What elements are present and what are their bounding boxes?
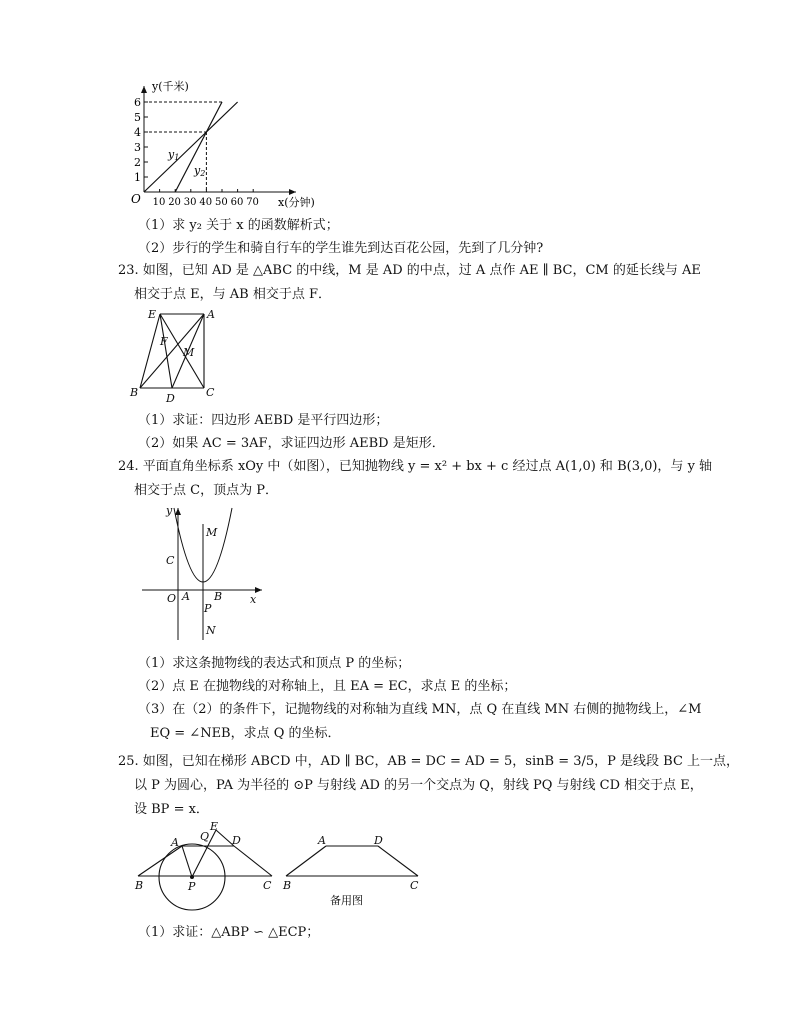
q23-label-A: A [207,308,215,321]
q24-label-y: y [166,504,173,517]
q24-label-A: A [182,590,190,603]
y2-label: y2 [194,164,206,178]
q24-label-N: N [206,624,216,637]
series-y2 [175,102,222,192]
y-tick-label: 6 [134,96,141,109]
x-tick-label: 40 [199,197,213,208]
q24-part3-line1: （3）在（2）的条件下，记抛物线的对称轴为直线 MN，点 Q 在直线 MN 右侧的抛物线上，∠M [138,702,702,717]
q24-label-M: M [206,526,218,539]
q25-label-D: D [232,834,241,847]
q23-label-D: D [166,392,175,405]
x-tick-label: 20 [168,197,181,208]
q25-label-C: C [263,879,272,892]
q22-part2: （2）步行的学生和骑自行车的学生谁先到达百花公园，先到了几分钟? [138,241,544,256]
q25-spare-caption: 备用图 [330,894,363,907]
x-tick-label: 60 [230,197,244,208]
q25-spare-label-D: D [374,834,383,847]
q23-part1: （1）求证：四边形 AEBD 是平行四边形； [138,413,389,428]
y-axis-label: y(千米) [152,80,189,93]
y-tick-label: 5 [134,111,141,124]
x-tick-label: 30 [183,197,197,208]
q24-stem-line1: 24. 平面直角坐标系 xOy 中（如图），已知抛物线 y = x² + bx + c 经过点 A(1,0) 和 B(3,0)，与 y 轴 [118,459,713,474]
q25-part1: （1）求证：△ABP ∽ △ECP； [138,925,320,940]
q25-figure-main [130,818,280,894]
q23-label-E: E [148,308,157,321]
q23-label-F: F [160,335,168,348]
q25-figure-spare [278,826,428,908]
q24-label-B: B [214,590,223,603]
q24-part1: （1）求这条抛物线的表达式和顶点 P 的坐标； [138,656,411,671]
q23-stem-line2: 相交于点 E，与 AB 相交于点 F． [134,287,331,302]
x-tick-label: 50 [215,197,228,208]
q25-label-A: A [171,836,179,849]
q24-label-O: O [167,592,177,605]
origin-label: O [131,192,141,206]
q25-label-P: P [188,880,196,893]
series-y1 [144,102,238,192]
q25-spare-label-C: C [410,879,419,892]
q24-label-P: P [204,602,212,615]
q23-label-C: C [206,386,215,399]
x-tick-label: 10 [152,197,166,208]
q24-label-x: x [250,593,257,606]
q24-label-C: C [166,554,175,567]
q23-stem-line1: 23. 如图，已知 AD 是 △ABC 的中线，M 是 AD 的中点，过 A 点作 AE ∥ BC，CM 的延长线与 AE [118,263,701,278]
q23-figure [126,306,226,404]
q25-label-B: B [135,879,144,892]
q23-label-M: M [183,346,195,359]
q25-label-E: E [210,820,219,833]
y1-label: y1 [168,148,180,162]
y-tick-label: 1 [134,171,141,184]
x-axis-label: x(分钟) [278,196,315,209]
q25-stem-line1: 25. 如图，已知在梯形 ABCD 中，AD ∥ BC，AB = DC = AD = 5，sinB = 3/5，P 是线段 BC 上一点， [118,754,740,769]
distance-time-chart [120,80,315,210]
q25-stem-line3: 设 BP = x． [134,802,209,817]
q25-label-Q: Q [200,830,210,843]
q25-spare-label-B: B [283,879,292,892]
q25-spare-label-A: A [318,834,326,847]
y-tick-label: 2 [134,156,141,169]
q24-stem-line2: 相交于点 C，顶点为 P． [134,483,278,498]
q22-part1: （1）求 y₂ 关于 x 的函数解析式； [138,218,339,233]
q24-part3-line2: EQ = ∠NEB，求点 Q 的坐标． [150,726,341,741]
q25-stem-line2: 以 P 为圆心，PA 为半径的 ⊙P 与射线 AD 的另一个交点为 Q，射线 PQ 与射线 CD 相交于点 E， [134,778,703,793]
q23-part2: （2）如果 AC = 3AF，求证四边形 AEBD 是矩形． [138,436,445,451]
q24-part2: （2）点 E 在抛物线的对称轴上，且 EA = EC，求点 E 的坐标； [138,679,517,694]
x-tick-label: 70 [246,197,259,208]
y-tick-label: 4 [134,126,141,139]
q23-label-B: B [130,386,139,399]
y-tick-label: 3 [134,141,141,154]
q24-figure [150,502,270,644]
